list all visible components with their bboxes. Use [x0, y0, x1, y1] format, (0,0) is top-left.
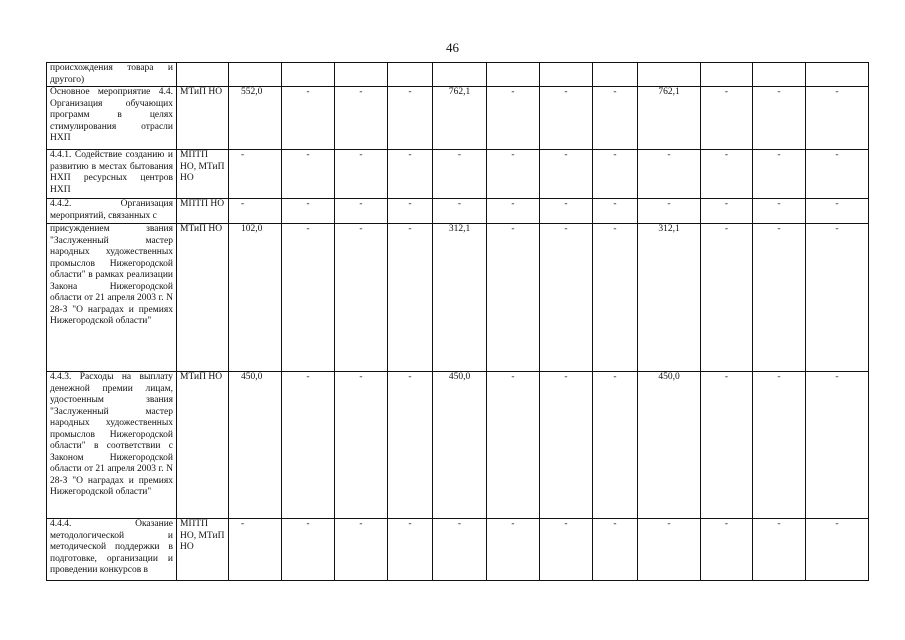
value-cell: - [806, 87, 869, 150]
value-cell: - [388, 519, 433, 581]
executor-cell [177, 63, 229, 87]
value-cell: - [540, 224, 593, 372]
value-cell: - [487, 519, 540, 581]
value-cell: 312,1 [638, 224, 701, 372]
value-cell [540, 63, 593, 87]
value-cell: - [806, 372, 869, 519]
value-cell: - [487, 150, 540, 199]
value-cell [638, 63, 701, 87]
value-cell: - [701, 150, 753, 199]
value-cell: - [335, 150, 388, 199]
value-cell: - [388, 199, 433, 224]
value-cell: - [806, 199, 869, 224]
value-cell: - [638, 199, 701, 224]
value-cell [433, 63, 487, 87]
value-cell: - [487, 87, 540, 150]
executor-cell: МТиП НО [177, 372, 229, 519]
value-cell: - [593, 372, 638, 519]
value-cell: - [487, 372, 540, 519]
value-cell: - [753, 150, 806, 199]
value-cell: - [282, 372, 335, 519]
value-cell: - [753, 224, 806, 372]
executor-cell: МТиП НО [177, 224, 229, 372]
value-cell: - [753, 199, 806, 224]
table-row [47, 372, 869, 519]
value-cell: - [806, 224, 869, 372]
value-cell: 450,0 [229, 372, 282, 519]
value-cell: 102,0 [229, 224, 282, 372]
activity-description-cell: происхождения товара и другого) [47, 63, 177, 87]
value-cell [388, 63, 433, 87]
table-row [47, 519, 869, 581]
value-cell: - [388, 150, 433, 199]
value-cell: - [335, 224, 388, 372]
value-cell: - [638, 150, 701, 199]
value-cell: 552,0 [229, 87, 282, 150]
value-cell: - [282, 87, 335, 150]
value-cell: - [806, 150, 869, 199]
value-cell: 312,1 [433, 224, 487, 372]
table-row [47, 63, 869, 87]
value-cell: 762,1 [433, 87, 487, 150]
budget-table [46, 62, 869, 581]
table-row [47, 199, 869, 224]
value-cell: - [388, 372, 433, 519]
executor-cell: МТиП НО [177, 87, 229, 150]
value-cell: - [540, 150, 593, 199]
value-cell: - [335, 519, 388, 581]
value-cell: - [388, 87, 433, 150]
activity-description-cell: 4.4.1. Содействие созданию и развитию в местах бытования НХП ресурсных центров НХП [47, 150, 177, 199]
value-cell [753, 63, 806, 87]
value-cell: - [701, 372, 753, 519]
table-row [47, 87, 869, 150]
value-cell: - [593, 224, 638, 372]
table-row [47, 150, 869, 199]
value-cell: - [282, 199, 335, 224]
value-cell: - [282, 150, 335, 199]
value-cell: - [335, 87, 388, 150]
page-number: 46 [446, 40, 459, 55]
value-cell: - [593, 519, 638, 581]
value-cell: - [335, 199, 388, 224]
value-cell: - [433, 150, 487, 199]
value-cell: - [540, 519, 593, 581]
value-cell: - [701, 199, 753, 224]
value-cell: - [335, 372, 388, 519]
value-cell [593, 63, 638, 87]
value-cell: 450,0 [638, 372, 701, 519]
value-cell: - [540, 372, 593, 519]
executor-cell: МПТП НО, МТиП НО [177, 150, 229, 199]
value-cell: - [701, 87, 753, 150]
value-cell: - [753, 519, 806, 581]
value-cell: - [433, 519, 487, 581]
value-cell: - [753, 372, 806, 519]
value-cell: - [388, 224, 433, 372]
value-cell: - [487, 224, 540, 372]
value-cell: - [593, 150, 638, 199]
value-cell: - [593, 87, 638, 150]
value-cell [487, 63, 540, 87]
value-cell: - [487, 199, 540, 224]
value-cell: - [229, 519, 282, 581]
value-cell [282, 63, 335, 87]
value-cell: - [282, 224, 335, 372]
value-cell [701, 63, 753, 87]
value-cell: - [229, 150, 282, 199]
value-cell: - [753, 87, 806, 150]
value-cell: - [806, 519, 869, 581]
value-cell: - [229, 199, 282, 224]
value-cell [229, 63, 282, 87]
value-cell: - [701, 519, 753, 581]
value-cell: 762,1 [638, 87, 701, 150]
value-cell [806, 63, 869, 87]
value-cell: - [433, 199, 487, 224]
value-cell: - [593, 199, 638, 224]
activity-description-cell: Основное мероприятие 4.4. Организация обучающих программ в целях стимулирования отрасли НХП [47, 87, 177, 150]
value-cell: - [282, 519, 335, 581]
activity-description-cell: 4.4.2. Организация мероприятий, связанных с [47, 199, 177, 224]
executor-cell: МПТП НО [177, 199, 229, 224]
value-cell: - [638, 519, 701, 581]
value-cell: - [540, 199, 593, 224]
activity-description-cell: 4.4.4. Оказание методологической и методической поддержки в подготовке, организации и проведении конкурсов в [47, 519, 177, 581]
value-cell: - [540, 87, 593, 150]
table-body [47, 63, 869, 581]
value-cell: 450,0 [433, 372, 487, 519]
value-cell [335, 63, 388, 87]
value-cell: - [701, 224, 753, 372]
table-row [47, 224, 869, 372]
executor-cell: МПТП НО, МТиП НО [177, 519, 229, 581]
activity-description-cell: 4.4.3. Расходы на выплату денежной премии лицам, удостоенным звания "Заслуженный мастер народных художественных промыслов Нижегородской области" в соответствии с Законом Нижегородской области от 21 апреля 2003 г. N 28-З "О наградах и премиях Нижегородской области" [47, 372, 177, 519]
activity-description-cell: присуждением звания "Заслуженный мастер народных художественных промыслов Нижегородской области" в рамках реализации Закона Нижегородской области от 21 апреля 2003 г. N 28-З "О наградах и премиях Нижегородской области" [47, 224, 177, 372]
